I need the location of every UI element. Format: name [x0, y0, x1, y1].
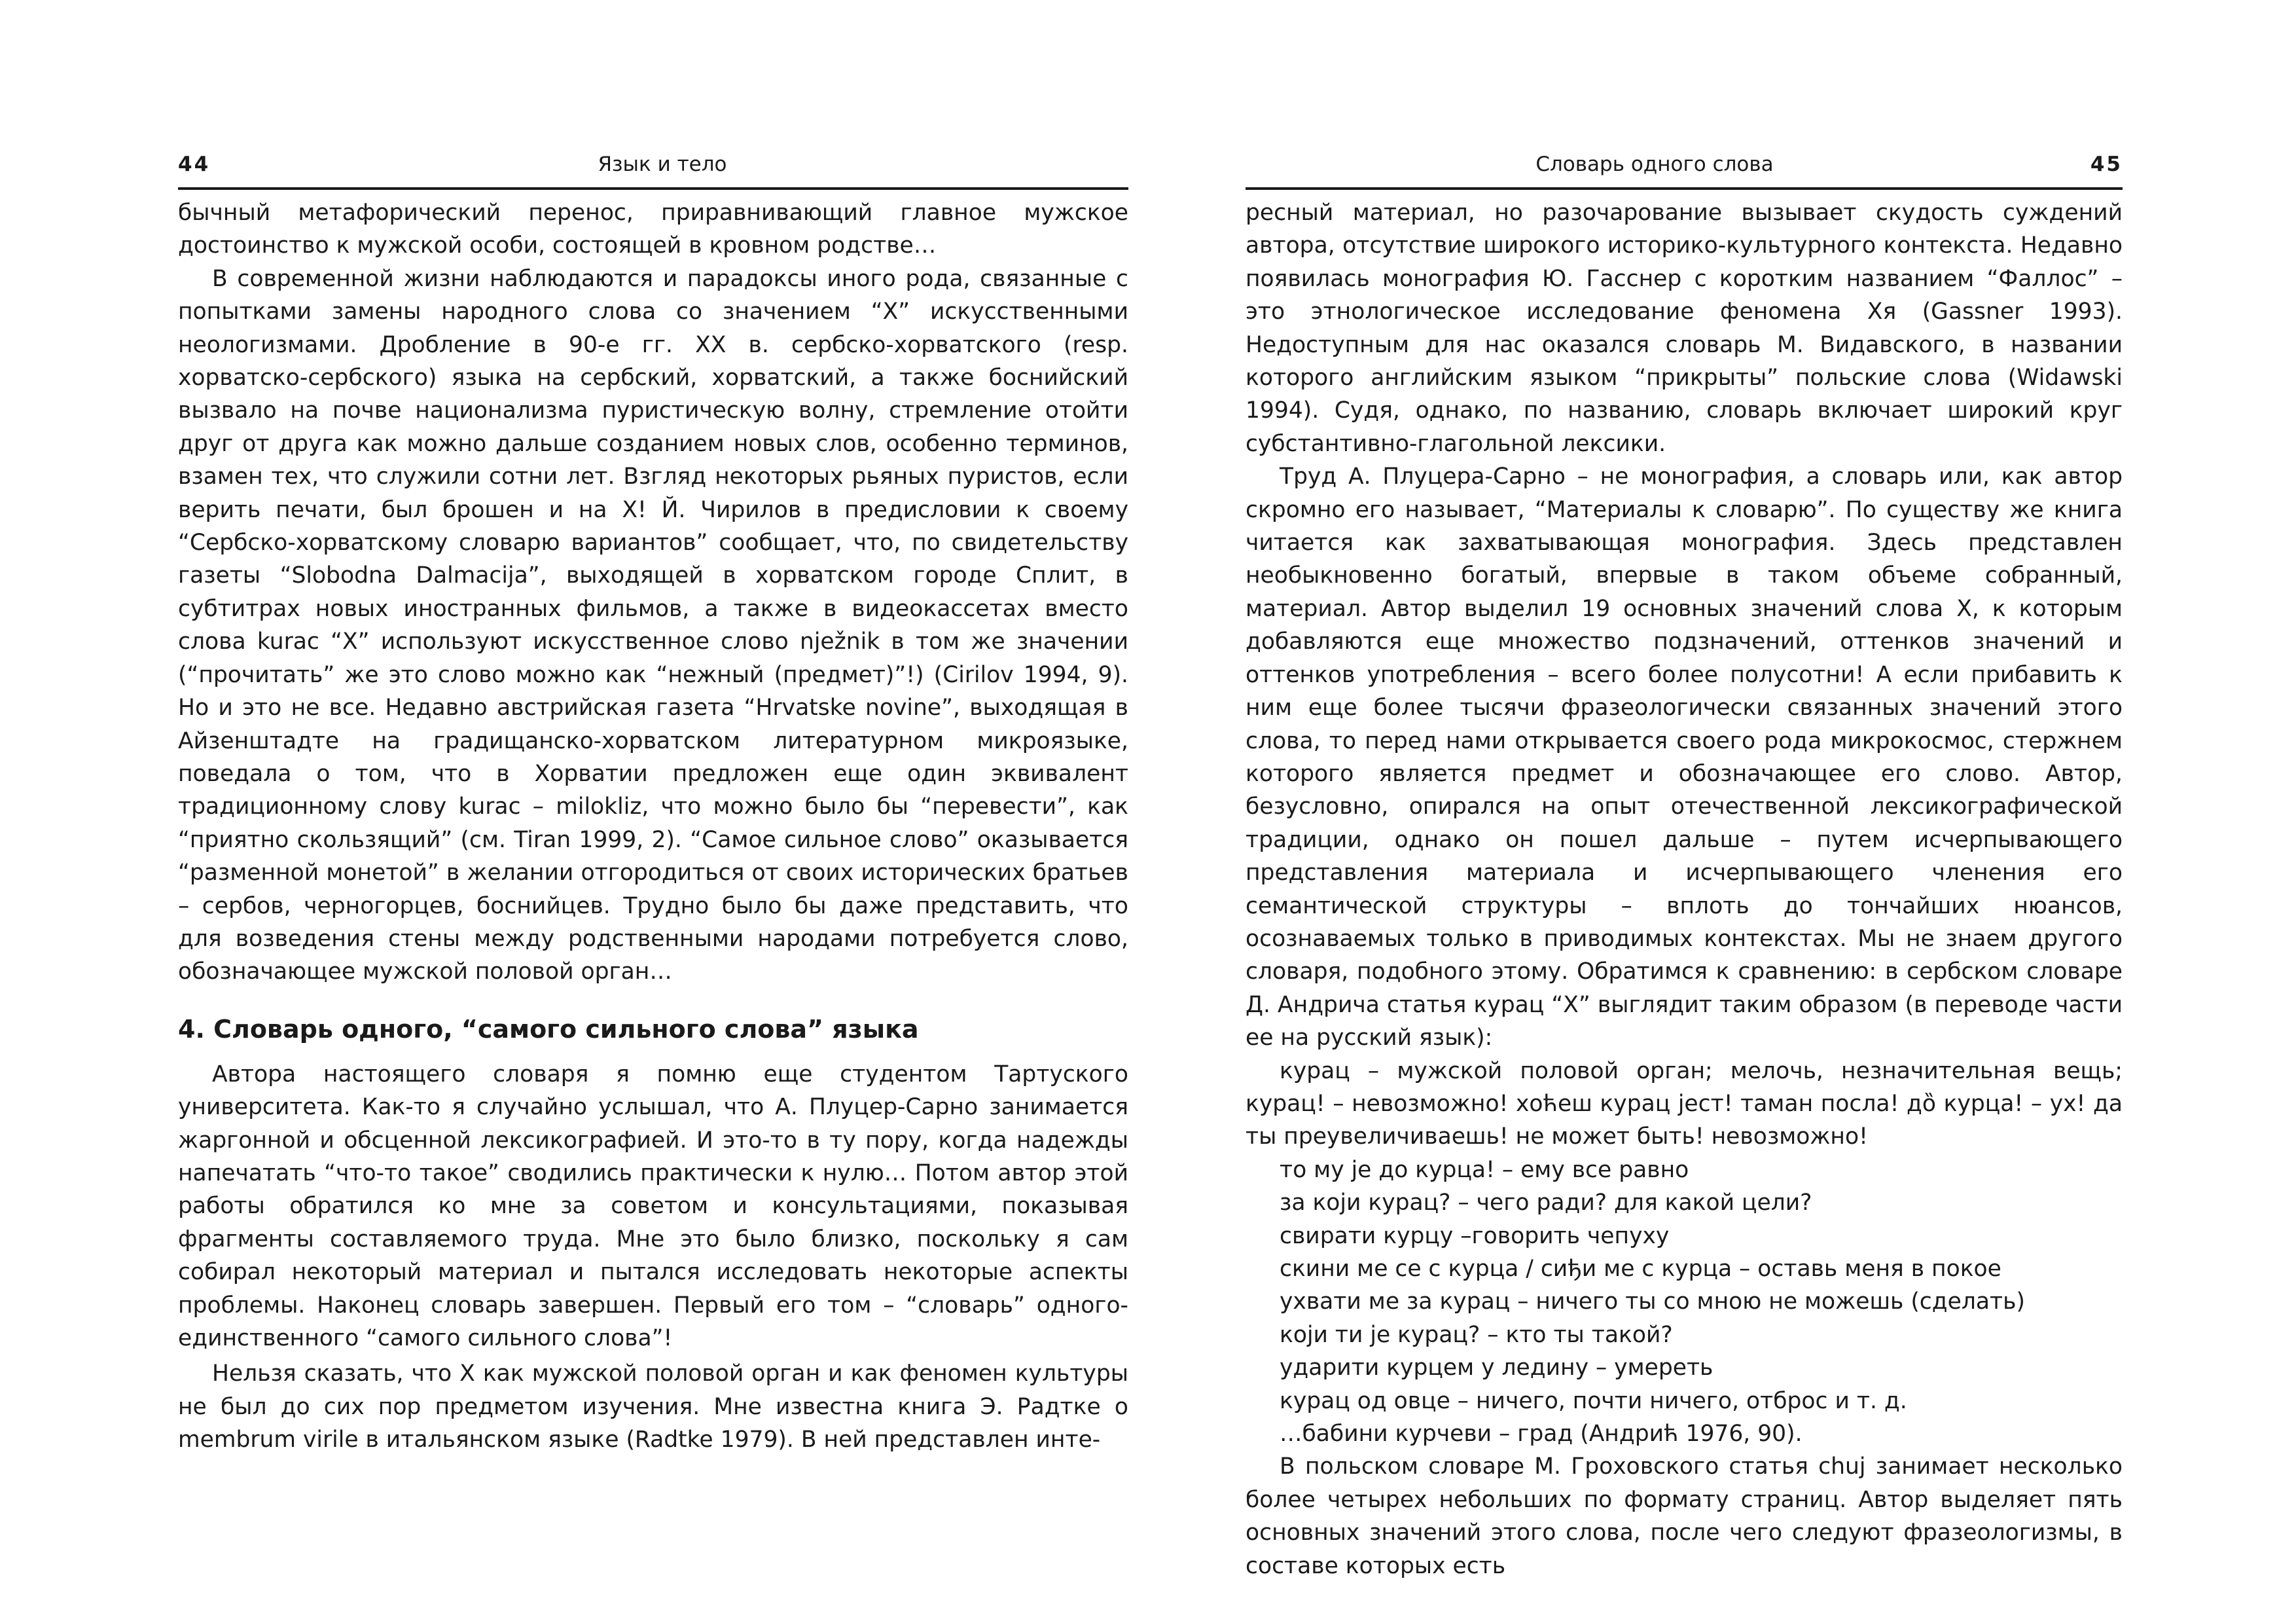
left-paragraph-2: В современной жизни наблюдаются и парадоксы иного рода, связанные с попытками замены народного слова со значением “Х” искусственными неологизмами. Дробление в 90-е гг. XX в. сербско-хорватского (resp. хорватско-сербского) языка на сербский, хорватский, а также боснийский вызвало на почве национализма пуристическую волну, стремление отойти друг от друга как можно дальше созданием новых слов, особенно терминов, взамен тех, что служили сотни лет. Взгляд некоторых рьяных пуристов, если верить печати, был брошен и на Х! Й. Чирилов в предисловии к своему “Сербско-хорватскому словарю вариантов” сообщает, что, по свидетельству газеты “Slobodna Dalmacija”, выходящей в хорватском городе Сплит, в субтитрах новых иностранных фильмов, а также в видеокассетах вместо слова kurac “Х” используют искусственное слово nježnik в том же значении (“прочитать” же это слово можно как “нежный (предмет)”!) (Cirilov 1994, 9). Но и это не все. Недавно австрийская газета “Hrvatske novine”, выходящая в Айзенштадте на градищанско-хорватском литературном микроязыке, поведала о том, что в Хорватии предложен еще один эквивалент традиционному слову kurac – milokliz, что можно было бы “перевести”, как “приятно скользящий” (см. Tiran 1999, 2). “Самое сильное слово” оказывается “разменной монетой” в желании отгородиться от своих исторических братьев – сербов, черногорцев, боснийцев. Трудно было бы даже представить, что для возведения стены между родственными народами потребуется слово, обозначающее мужской половой орган… — [178, 265, 1128, 985]
right-page-body — [1246, 196, 2123, 1582]
left-page-number: 44 — [178, 153, 211, 176]
right-page — [1246, 0, 2123, 1623]
right-running-title: Словарь одного слова — [1535, 153, 1774, 176]
right-header-rule — [1246, 187, 2123, 190]
left-header-rule — [178, 187, 1128, 190]
dictionary-example: који ти је курац? – кто ты такой? — [1280, 1321, 1673, 1348]
left-page-body — [178, 196, 1128, 1457]
dictionary-entry-intro: курац – мужской половой орган; мелочь, незначительная вещь; курац! – невозможно! хоћеш курац јест! таман посла! дȍ курца! – ух! да ты преувеличиваешь! не может быть! невозможно! — [1246, 1057, 2123, 1150]
left-paragraph-3: Автора настоящего словаря я помню еще студентом Тартуского университета. Как-то я случайно услышал, что А. Плуцер-Сарно занимается жаргонной и обсценной лексикографией. И это-то в ту пору, когда надежды напечатать “что-то такое” сводились практически к нулю… Потом автор этой работы обратился ко мне за советом и консультациями, показывая фрагменты составляемого труда. Мне это было близко, поскольку я сам собирал некоторый материал и пытался исследовать некоторые аспекты проблемы. Наконец словарь завершен. Первый его том – “словарь” одного-единственного “самого сильного слова”! — [178, 1061, 1128, 1351]
dictionary-example: за који курац? – чего ради? для какой цели? — [1280, 1190, 1812, 1216]
left-page-header — [178, 149, 1128, 179]
left-page — [178, 0, 1128, 1623]
dictionary-example: …бабини курчеви – град (Андрић 1976, 90). — [1280, 1421, 1803, 1448]
dictionary-example: то му је до курца! – ему все равно — [1280, 1156, 1689, 1183]
right-paragraph-1: ресный материал, но разочарование вызывает скудость суждений автора, отсутствие широкого историко-культурного контекста. Недавно появилась монография Ю. Гасснер с коротким названием “Фаллос” – это этнологическое исследование феномена Хя (Gassner 1993). Недоступным для нас оказался словарь М. Видавского, в названии которого английским языком “прикрыты” польские слова (Widawski 1994). Судя, однако, по названию, словарь включает широкий круг субстантивно-глагольной лексики. — [1246, 200, 2123, 457]
dictionary-example: ухвати ме за курац – ничего ты со мною не можешь (сделать) — [1280, 1288, 2025, 1315]
left-paragraph-1: бычный метафорический перенос, приравнивающий главное мужское достоинство к мужской особи, состоящей в кровном родстве… — [178, 200, 1128, 259]
right-page-header — [1246, 149, 2123, 179]
section-heading: 4. Словарь одного, “самого сильного слова” языка — [178, 1014, 919, 1044]
left-paragraph-4: Нельзя сказать, что Х как мужской половой орган и как феномен культуры не был до сих пор предметом изучения. Мне известна книга Э. Радтке о membrum virile в итальянском языке (Radtke 1979). В ней представлен инте- — [178, 1360, 1128, 1453]
dictionary-example: ударити курцем у ледину – умереть — [1280, 1355, 1713, 1381]
dictionary-example: свирати курцу –говорить чепуху — [1280, 1222, 1670, 1249]
left-running-title: Язык и тело — [598, 153, 727, 176]
dictionary-example: скини ме се с курца / сиђи ме с курца – оставь меня в покое — [1280, 1256, 2001, 1282]
dictionary-example: курац од овце – ничего, почти ничего, отброс и т. д. — [1280, 1387, 1907, 1414]
right-paragraph-3: В польском словаре М. Гроховского статья chuj занимает несколько более четырех небольших по формату страниц. Автор выделяет пять основных значений этого слова, после чего следуют фразеологизмы, в составе которых есть — [1246, 1453, 2123, 1579]
right-page-number: 45 — [2090, 153, 2123, 176]
right-paragraph-2: Труд А. Плуцера-Сарно – не монография, а словарь или, как автор скромно его называет, “Материалы к словарю”. По существу же книга читается как захватывающая монография. Здесь представлен необыкновенно богатый, впервые в таком объеме собранный, материал. Автор выделил 19 основных значений слова Х, к которым добавляются еще множество подзначений, оттенков значений и оттенков употребления – всего более полусотни! А если прибавить к ним еще более тысячи фразеологически связанных значений этого слова, то перед нами открывается своего рода микрокосмос, стержнем которого является предмет и обозначающее его слово. Автор, безусловно, опирался на опыт отечественной лексикографической традиции, однако он пошел дальше – путем исчерпывающего представления материала и исчерпывающего членения его семантической структуры – вплоть до тончайших нюансов, осознаваемых только в приводимых контекстах. Мы не знаем другого словаря, подобного этому. Обратимся к сравнению: в сербском словаре Д. Андрича статья курац “Х” выглядит таким образом (в переводе части ее на русский язык): — [1246, 464, 2123, 1051]
